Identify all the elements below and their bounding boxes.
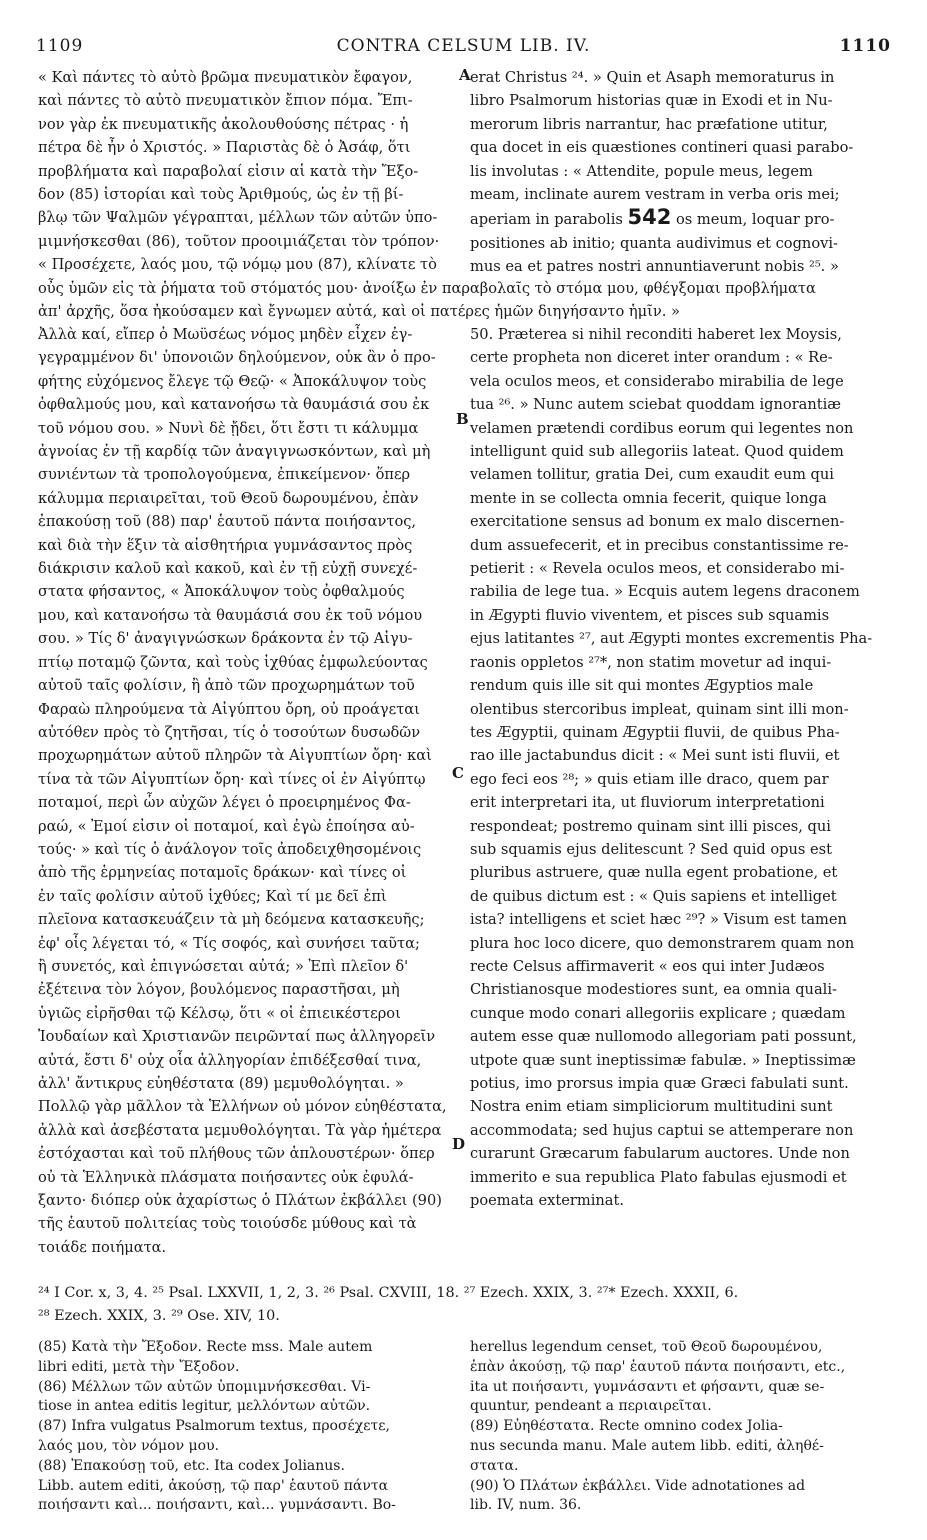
footnote-line: libri editi, μετὰ τὴν Ἔξοδον. <box>38 1358 240 1375</box>
latin-line: olentibus stercoribus impleat, quinam sint illi mon- <box>470 700 849 718</box>
latin-line: meam, inclinate aurem vestram in verba oris mei; <box>470 186 840 204</box>
greek-line: Πολλῷ γὰρ μᾶλλον τὰ Ἑλλήνων οὐ μόνον εὐηθέστατα, <box>38 1098 447 1116</box>
latin-line: autem esse quæ nullomodo allegoriam pati possunt, <box>470 1028 857 1046</box>
latin-line: curarunt Græcarum fabularum auctores. Unde non <box>470 1145 850 1163</box>
latin-line: exercitatione sensus ad bonum ex malo discernen- <box>470 513 845 531</box>
greek-line: διάκρισιν καλοῦ καὶ κακοῦ, καὶ ἐν τῇ εὐχῇ συνεχέ- <box>38 560 418 578</box>
reference-line: ²⁴ I Cor. x, 3, 4. ²⁵ Psal. LXXVII, 1, 2, 3. ²⁶ Psal. CXVIII, 18. ²⁷ Ezech. XXIX, 3. ²⁷* Ezech. XXXII, 6. <box>38 1285 739 1301</box>
greek-line: ποταμοί, περὶ ὧν αὐχῶν λέγει ὁ προειρημένος Φα- <box>38 794 411 812</box>
greek-line: σου. » Τίς δ' ἀναγιγνώσκων δράκοντα ἐν τῷ Αἰγυ- <box>38 630 413 648</box>
greek-line: συνιέντων τὰ τροπολογούμενα, ἐπικείμενον· ὅπερ <box>38 466 411 484</box>
inline-page-number: 542 <box>627 206 672 230</box>
greek-line: οὐ τὰ Ἑλληνικὰ πλάσματα ποιήσαντες οὐκ ἐφυλά- <box>38 1168 414 1186</box>
full-width-line: οὖς ὑμῶν εἰς τὰ ῥήματα τοῦ στόματός μου· ἀνοίξω ἐν παραβολαῖς τὸ στόμα μου, φθέγξομαι προβλήματα <box>38 280 816 297</box>
greek-line: βλῳ τῶν Ψαλμῶν γέγραπται, μέλλων τῶν αὐτῶν ὑπο- <box>38 209 438 227</box>
greek-line: ἐξέτεινα τὸν λόγον, βουλόμενος παραστῆσαι, μὴ <box>38 981 400 999</box>
footnote-line: (87) Infra vulgatus Psalmorum textus, προσέχετε, <box>38 1418 390 1435</box>
greek-line: μιμνήσκεσθαι (86), τοῦτον προοιμιάζεται τὸν τρόπον· <box>38 232 440 250</box>
greek-line: τοῦ νόμου σου. » Νυνὶ δὲ ᾔδει, ὅτι ἔστι τι κάλυμμα <box>38 419 419 437</box>
greek-line: ἀπὸ τῆς ἑρμηνείας ποταμοῖς δράκων· καὶ τίνες οἱ <box>38 864 407 882</box>
greek-line: Ἰουδαίων καὶ Χριστιανῶν πειρῶνταί πως ἀλληγορεῖν <box>38 1028 436 1046</box>
latin-line: respondeat; postremo quinam sint illi pisces, qui <box>470 817 831 835</box>
greek-line: ξαντο· διόπερ οὐκ ἀχαρίστως ὁ Πλάτων ἐκβάλλει (90) <box>38 1192 442 1210</box>
footnote-line: (85) Κατὰ τὴν Ἔξοδον. Recte mss. Male autem <box>38 1339 373 1355</box>
footnote-line: ἐπὰν ἀκούσῃ, τῷ παρ' ἑαυτοῦ πάντα ποιήσαντι, etc., <box>470 1358 846 1375</box>
full-width-greek <box>38 277 893 324</box>
footnote-line: (90) Ὁ Πλάτων ἐκβάλλει. Vide adnotationes ad <box>470 1477 806 1494</box>
greek-line: αὐτοῦ ταῖς φολίσιν, ἢ ἀπὸ τῶν προχωρημάτων τοῦ <box>38 677 415 695</box>
latin-line: merorum libris narrantur, hac præfatione utitur, <box>470 115 828 133</box>
greek-line: πτίῳ ποταμῷ ζῶντα, καὶ τοὺς ἰχθύας ἐμφωλεύοντας <box>38 653 428 671</box>
footnote-line: (88) Ἐπακούσῃ τοῦ, etc. Ita codex Jolianus. <box>38 1457 345 1474</box>
footnote-line: ποιήσαντι καὶ... ποιήσαντι, καὶ... γυμνάσαντι. Bo- <box>38 1497 396 1514</box>
margin-letter-c: C <box>452 764 464 782</box>
latin-line: erat Christus ²⁴. » Quin et Asaph memoraturus in <box>470 69 835 86</box>
latin-line: utpote quæ sunt ineptissimæ fabulæ. » Ineptissimæ <box>470 1051 856 1069</box>
footnote-line: στατα. <box>470 1457 519 1474</box>
greek-line: τοιάδε ποιήματα. <box>38 1238 167 1256</box>
latin-line: ejus latitantes ²⁷, aut Ægypti montes excrementis Pha- <box>470 630 873 648</box>
latin-line: accommodata; sed hujus captui se attemperare non <box>470 1121 854 1139</box>
latin-line: sub squamis ejus delitescunt ? Sed quid opus est <box>470 840 833 858</box>
greek-line: ὑγιῶς εἰρῆσθαι τῷ Κέλσῳ, ὅτι « οἱ ἐπιεικέστεροι <box>38 1004 401 1022</box>
greek-line: ἐφ' οἷς λέγεται τό, « Τίς σοφός, καὶ συνήσει ταῦτα; <box>38 934 420 952</box>
greek-line: προβλήματα καὶ παραβολαί εἰσιν αἱ κατὰ τὴν Ἔξο- <box>38 162 419 180</box>
greek-line: δον (85) ἱστορίαι καὶ τοὺς Ἀριθμούς, ὡς ἐν τῇ βί- <box>38 186 404 204</box>
scripture-references <box>38 1282 908 1328</box>
page-number-left: 1109 <box>36 36 84 56</box>
latin-line: ista? intelligens et sciet hæc ²⁹? » Visum est tamen <box>470 911 847 929</box>
latin-column-top <box>470 66 892 279</box>
greek-line: καὶ διὰ τὴν ἕξιν τὰ αἰσθητήρια γυμνάσαντος πρὸς <box>38 536 413 554</box>
footnote-line: lib. IV, num. 36. <box>470 1497 582 1514</box>
latin-line: recte Celsus affirmaverit « eos qui inter Judæos <box>470 957 825 975</box>
latin-line: velamen prætendi cordibus eorum qui legentes non <box>470 419 854 437</box>
greek-line: Ἀλλὰ καί, εἴπερ ὁ Μωϋσέως νόμος μηδὲν εἶχεν ἐγ- <box>38 326 413 343</box>
greek-line: ἐπακούσῃ τοῦ (88) παρ' ἑαυτοῦ πάντα ποιήσαντος, <box>38 513 417 531</box>
greek-line: ἐν ταῖς φολίσιν αὐτοῦ ἰχθύες; Καὶ τί με δεῖ ἐπὶ <box>38 887 387 905</box>
greek-line: κάλυμμα περιαιρεῖται, τοῦ Θεοῦ δωρουμένου, ἐπὰν <box>38 489 419 507</box>
footnote-line: ita ut ποιήσαντι, γυμνάσαντι et φήσαντι, quæ se- <box>470 1378 825 1395</box>
latin-line: in Ægypti fluvio viventem, et pisces sub squamis <box>470 606 830 624</box>
latin-line: Christianosque modestiores sunt, ea omnia quali- <box>470 981 837 999</box>
latin-line: rendum quis ille sit qui montes Ægyptios male <box>470 677 814 695</box>
greek-line: ἀλλ' ἄντικρυς εὐηθέστατα (89) μεμυθολόγηται. » <box>38 1075 404 1092</box>
latin-column-main <box>470 323 892 1212</box>
latin-line: immerito e sua republica Plato fabulas ejusmodi et <box>470 1168 847 1186</box>
latin-line: erit interpretari ita, ut fluviorum interpretationi <box>470 794 825 812</box>
greek-line: νον γὰρ ἐκ πνευματικῆς ἀκολουθούσης πέτρας · ἡ <box>38 115 409 133</box>
page-number-right: 1110 <box>839 36 891 56</box>
reference-line: ²⁸ Ezech. XXIX, 3. ²⁹ Ose. XIV, 10. <box>38 1308 280 1324</box>
latin-line: tes Ægyptii, quinam Ægyptii fluvii, de quibus Pha- <box>470 723 840 741</box>
full-width-line: ἀπ' ἀρχῆς, ὅσα ἠκούσαμεν καὶ ἔγνωμεν αὐτά, καὶ οἱ πατέρες ἡμῶν διηγήσαντο ἡμῖν. » <box>38 303 680 321</box>
latin-line: certe propheta non diceret inter orandum : « Re- <box>470 349 833 367</box>
latin-line: ego feci eos ²⁸; » quis etiam ille draco, quem par <box>470 770 829 788</box>
latin-line: tua ²⁶. » Nunc autem sciebat quoddam ignorantiæ <box>470 396 842 414</box>
greek-line: « Προσέχετε, λαός μου, τῷ νόμῳ μου (87), κλίνατε τὸ <box>38 256 437 274</box>
latin-line: velamen tollitur, gratia Dei, cum exaudit eum qui <box>470 466 834 484</box>
latin-line: vela oculos meos, et considerabo mirabilia de lege <box>470 372 844 390</box>
running-header <box>36 36 891 60</box>
latin-line-part: os meum, loquar pro- <box>676 211 835 229</box>
greek-line: τίνα τὰ τῶν Αἰγυπτίων ὄρη· καὶ τίνες οἱ ἐν Αἰγύπτῳ <box>38 770 426 788</box>
margin-letter-d: D <box>452 1135 466 1153</box>
margin-letter-a: A <box>459 66 471 84</box>
latin-line: pluribus astruere, quæ nulla egent probatione, et <box>470 864 838 882</box>
latin-line: petierit : « Revela oculos meos, et considerabo mi- <box>470 560 845 578</box>
greek-line: μου, καὶ κατανοήσω τὰ θαυμάσιά σου ἐκ τοῦ νόμου <box>38 606 423 624</box>
running-title: CONTRA CELSUM LIB. IV. <box>336 36 591 56</box>
latin-line: Nostra enim etiam simpliciorum multitudini sunt <box>470 1098 833 1116</box>
greek-line: προχωρημάτων αὐτοῦ πληρῶν τὰ Αἰγυπτίων ὄρη· καὶ <box>38 747 432 765</box>
greek-line: ἀλλὰ καὶ ἀσεβέστατα μεμυθολόγηται. Τὰ γὰρ ἡμέτερα <box>38 1121 442 1139</box>
greek-line: ραώ, « Ἐμοί εἰσιν οἱ ποταμοί, καὶ ἐγὼ ἐποίησα αὐ- <box>38 817 415 835</box>
footnote-line: nus secunda manu. Male autem libb. editi, ἀληθέ- <box>470 1437 824 1454</box>
greek-line: καὶ πάντες τὸ αὐτὸ πνευματικὸν ἔπιον πόμα. Ἔπι- <box>38 92 413 110</box>
footnote-line: Libb. autem editi, ἀκούσῃ, τῷ παρ' ἑαυτοῦ πάντα <box>38 1477 389 1494</box>
latin-line: lis involutas : « Attendite, popule meus, legem <box>470 162 813 180</box>
latin-line: potius, imo prorsus impia quæ Græci fabulati sunt. <box>470 1075 849 1092</box>
latin-line: plura hoc loco dicere, quo demonstrarem quam non <box>470 934 855 952</box>
footnote-line: tiose in antea editis legitur, μελλόντων αὐτῶν. <box>38 1398 371 1415</box>
footnote-line: (89) Εὐηθέστατα. Recte omnino codex Jolia- <box>470 1418 783 1435</box>
latin-line: dum assuefecerit, et in precibus constantissime re- <box>470 536 849 554</box>
greek-line: ὀφθαλμούς μου, καὶ κατανοήσω τὰ θαυμάσιά σου ἐκ <box>38 396 430 414</box>
greek-line: τῆς ἑαυτοῦ πολιτείας τοὺς τοιούσδε μύθους καὶ τὰ <box>38 1215 417 1233</box>
greek-line: πλεῖονα κατασκευάζειν τὰ μὴ δεόμενα κατασκευῆς; <box>38 911 425 929</box>
latin-line: qua docet in eis quæstiones contineri quasi parabo- <box>470 139 854 157</box>
greek-line: « Καὶ πάντες τὸ αὐτὸ βρῶμα πνευματικὸν ἔφαγον, <box>38 69 413 86</box>
latin-line: mus ea et patres nostri annuntiaverunt nobis ²⁵. » <box>470 258 839 276</box>
latin-line: poemata exterminat. <box>470 1192 624 1210</box>
latin-line-part: aperiam in parabolis <box>470 211 623 229</box>
latin-line: de quibus dictum est : « Quis sapiens et intelliget <box>470 887 837 905</box>
greek-line: πέτρα δὲ ἦν ὁ Χριστός. » Παριστὰς δὲ ὁ Ἀσάφ, ὅτι <box>38 139 411 157</box>
margin-letter-b: B <box>456 410 469 428</box>
footnote-line: quuntur, pendeant a περιαιρεῖται. <box>470 1398 712 1415</box>
latin-line: libro Psalmorum historias quæ in Exodi et in Nu- <box>470 92 833 110</box>
greek-line: ἐστόχασται καὶ τοῦ πλήθους τῶν ἁπλουστέρων· ὅπερ <box>38 1145 435 1163</box>
latin-line: rao ille jactabundus dicit : « Mei sunt isti fluvii, et <box>470 747 840 765</box>
latin-line: mente in se collecta omnia fecerit, quique longa <box>470 489 827 507</box>
greek-column-top <box>38 66 460 277</box>
greek-line: Φαραὼ πληρούμενα τὰ Αἰγύπτου ὄρη, οὐ προάγεται <box>38 700 420 718</box>
footnote-line: (86) Μέλλων τῶν αὐτῶν ὑπομιμνήσκεσθαι. Vi- <box>38 1378 371 1395</box>
greek-line: αὐτόθεν πρὸς τὸ ζητῆσαι, τίς ὁ τοσούτων δυσωδῶν <box>38 723 421 741</box>
latin-line: rabilia de lege tua. » Ecquis autem legens draconem <box>470 583 860 601</box>
footnote-line: herellus legendum censet, τοῦ Θεοῦ δωρουμένου, <box>470 1339 823 1355</box>
greek-line: γεγραμμένον δι' ὑπονοιῶν δηλούμενον, οὐκ ἂν ὁ προ- <box>38 349 436 367</box>
greek-line: τούς· » καὶ τίς ὁ ἀνάλογον τοῖς ἀποδειχθησομένοις <box>38 840 422 858</box>
latin-line <box>470 206 892 231</box>
greek-line: φήτης εὐχόμενος ἔλεγε τῷ Θεῷ· « Ἀποκάλυψον τοὺς <box>38 372 427 390</box>
latin-line: positiones ab initio; quanta audivimus et cognovi- <box>470 234 838 252</box>
latin-line: 50. Præterea si nihil reconditi haberet lex Moysis, <box>470 326 842 343</box>
greek-line: ἢ συνετός, καὶ ἐπιγνώσεται αὐτά; » Ἐπὶ πλεῖον δ' <box>38 957 409 975</box>
greek-line: στατα φήσαντος, « Ἀποκάλυψον τοὺς ὀφθαλμούς <box>38 583 405 601</box>
latin-line: intelligunt quid sub allegoriis lateat. Quod quidem <box>470 443 844 461</box>
greek-column-main <box>38 323 460 1259</box>
latin-line: raonis oppletos ²⁷*, non statim movetur ad inqui- <box>470 653 832 671</box>
greek-line: αὐτά, ἔστι δ' οὐχ οἷα ἀλληγορίαν ἐπιδέξεσθαί τινα, <box>38 1051 422 1069</box>
greek-line: ἀγνοίας ἐν τῇ καρδίᾳ τῶν ἀναγιγνωσκόντων, καὶ μὴ <box>38 443 431 461</box>
latin-line: cunque modo conari allegoriis explicare ; quædam <box>470 1004 846 1022</box>
footnote-line: λαός μου, τὸν νόμον μου. <box>38 1437 220 1454</box>
footnotes-right <box>470 1338 895 1516</box>
footnotes-left <box>38 1338 458 1516</box>
